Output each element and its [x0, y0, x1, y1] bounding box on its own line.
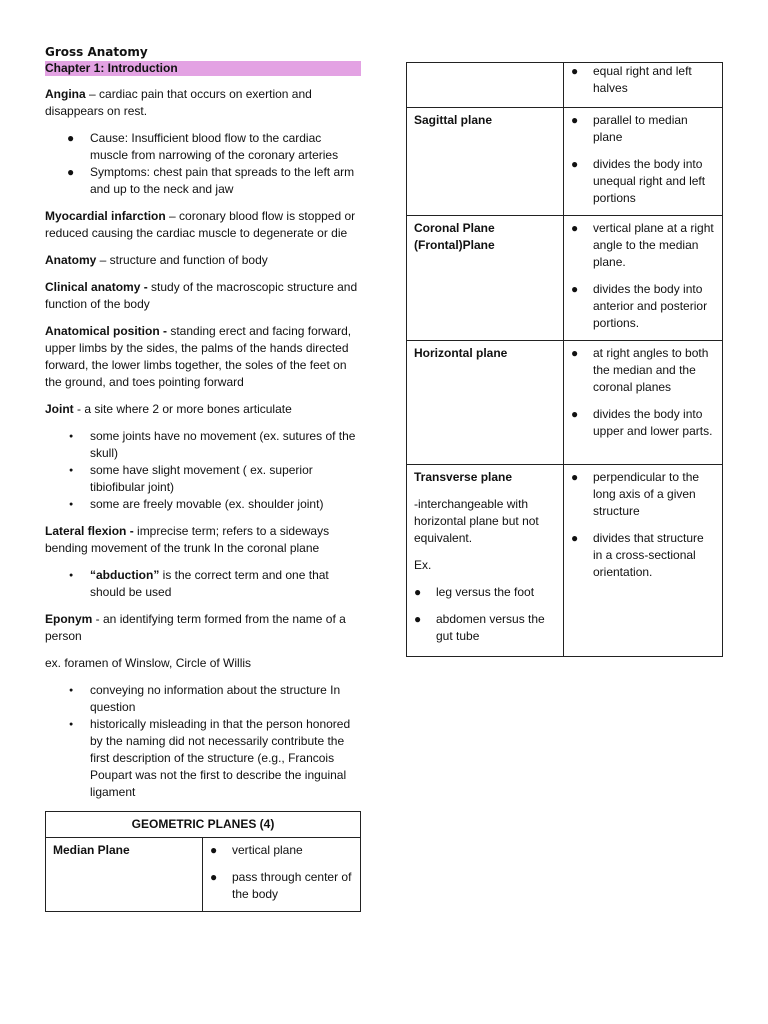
lateral-flexion-text: imprecise term; refers to a sideways bending movement of the trunk In the coronal plane [45, 524, 330, 555]
table-row [407, 216, 723, 341]
anatomical-position-definition [45, 323, 361, 391]
list-item: ● vertical plane [210, 842, 353, 859]
joint-text: - a site where 2 or more bones articulate [73, 402, 292, 416]
eponym-list [45, 682, 361, 801]
list-item: ● perpendicular to the long axis of a given structure [571, 469, 715, 520]
list-item: ● some are freely movable (ex. shoulder joint) [45, 496, 361, 513]
median-plane-details [203, 838, 361, 912]
list-item: ● pass through center of the body [210, 869, 353, 903]
median-plane-name: Median Plane [46, 838, 203, 912]
list-item [45, 567, 361, 601]
table-row [46, 838, 361, 912]
transverse-plane-details [564, 465, 723, 657]
coronal-list [571, 220, 715, 332]
abduction-text: is the correct term and one that should be used [90, 568, 329, 599]
eponym-term: Eponym [45, 612, 93, 626]
table-header: GEOMETRIC PLANES (4) [46, 812, 361, 838]
coronal-plane-name: Coronal Plane (Frontal)Plane [407, 216, 564, 341]
list-item: ● divides the body into unequal right and left portions [571, 156, 715, 207]
clinical-anatomy-definition [45, 279, 361, 313]
list-item: ● some joints have no movement (ex. sutures of the skull) [45, 428, 361, 462]
coronal-plane-details [564, 216, 723, 341]
anatomy-text: – structure and function of body [96, 253, 268, 267]
median-plane-list [210, 842, 353, 903]
list-item: ● leg versus the foot [414, 584, 556, 601]
transverse-plane-cell [407, 465, 564, 657]
transverse-examples-list [414, 584, 556, 645]
transverse-plane-ex: Ex. [414, 558, 432, 572]
table-row [407, 108, 723, 216]
eponym-text: - an identifying term formed from the name of a person [45, 612, 346, 643]
list-item: ● vertical plane at a right angle to the median plane. [571, 220, 715, 271]
clinical-anatomy-term: Clinical anatomy - [45, 280, 148, 294]
joint-list [45, 428, 361, 513]
anatomy-definition [45, 252, 361, 269]
list-item: ● Symptoms: chest pain that spreads to the left arm and up to the neck and jaw [45, 164, 361, 198]
right-column [406, 62, 723, 657]
table-row [407, 63, 723, 108]
sagittal-plane-name: Sagittal plane [407, 108, 564, 216]
transverse-plane-note: -interchangeable with horizontal plane but not equivalent. [414, 497, 539, 545]
list-item: ● equal right and left halves [571, 63, 715, 97]
lateral-flexion-list [45, 567, 361, 601]
chapter-heading: Chapter 1: Introduction [45, 61, 361, 76]
clinical-anatomy-text: study of the macroscopic structure and function of the body [45, 280, 358, 311]
list-item: ● divides the body into upper and lower parts. [571, 406, 715, 440]
document-title: Gross Anatomy [45, 45, 148, 59]
eponym-definition [45, 611, 361, 645]
list-item: ● conveying no information about the structure In question [45, 682, 361, 716]
median-plane-continued-details [564, 63, 723, 108]
geometric-planes-table [45, 811, 361, 912]
horizontal-list [571, 345, 715, 440]
list-item: ● Cause: Insufficient blood flow to the cardiac muscle from narrowing of the coronary arteries [45, 130, 361, 164]
list-item: ● abdomen versus the gut tube [414, 611, 556, 645]
joint-definition [45, 401, 361, 418]
lateral-flexion-definition [45, 523, 361, 557]
median-plane-continued-name [407, 63, 564, 108]
angina-term: Angina [45, 87, 86, 101]
anatomical-position-term: Anatomical position - [45, 324, 168, 338]
list-item: ● some have slight movement ( ex. superior tibiofibular joint) [45, 462, 361, 496]
myocardial-definition [45, 208, 361, 242]
list-item: ● historically misleading in that the person honored by the naming did not necessarily contribute the first description of the structure (e.g., Francois Poupart was not the first to describe the inguinal ligament [45, 716, 361, 801]
joint-term: Joint [45, 402, 74, 416]
list-item: ● at right angles to both the median and the coronal planes [571, 345, 715, 396]
list-item: ● parallel to median plane [571, 112, 715, 146]
myocardial-term: Myocardial infarction [45, 209, 166, 223]
table-row [407, 465, 723, 657]
left-column [45, 44, 361, 912]
eponym-example: ex. foramen of Winslow, Circle of Willis [45, 656, 252, 670]
angina-definition [45, 86, 361, 120]
myocardial-text: – coronary blood flow is stopped or reduced causing the cardiac muscle to degenerate or die [45, 209, 356, 240]
horizontal-plane-details [564, 341, 723, 465]
geometric-planes-table-continued [406, 62, 723, 657]
list-item: ● divides the body into anterior and posterior portions. [571, 281, 715, 332]
abduction-term: “abduction” [90, 568, 160, 582]
angina-text: – cardiac pain that occurs on exertion and disappears on rest. [45, 87, 312, 118]
sagittal-list [571, 112, 715, 207]
lateral-flexion-term: Lateral flexion - [45, 524, 134, 538]
anatomical-position-text: standing erect and facing forward, upper limbs by the sides, the palms of the hands directed forward, the lower limbs together, the soles of the feet on the ground, and toes pointing forward [45, 324, 352, 389]
transverse-list [571, 469, 715, 581]
sagittal-plane-details [564, 108, 723, 216]
anatomy-term: Anatomy [45, 253, 97, 267]
angina-list [45, 130, 361, 198]
transverse-plane-name: Transverse plane [414, 470, 513, 484]
horizontal-plane-name: Horizontal plane [407, 341, 564, 465]
list-item: ● divides that structure in a cross-sectional orientation. [571, 530, 715, 581]
table-row [407, 341, 723, 465]
median-continued-list [571, 63, 715, 97]
